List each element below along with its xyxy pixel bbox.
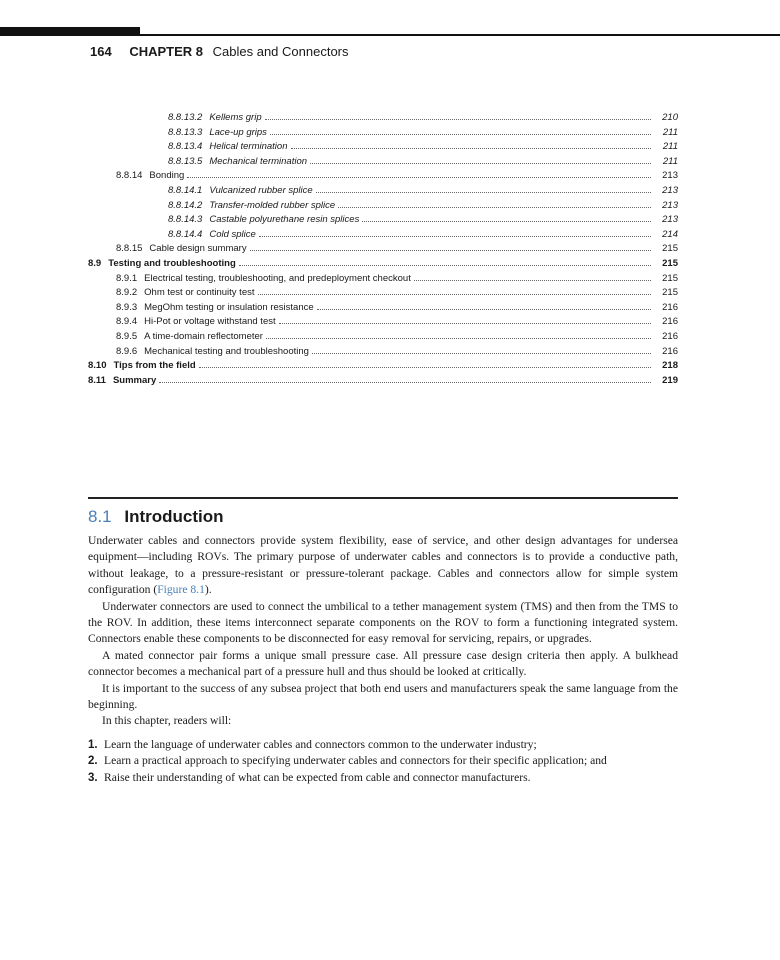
toc-entry[interactable] [88,330,678,345]
toc-number: 8.9 [88,257,102,269]
toc-entry[interactable] [88,184,678,199]
toc-title: Lace-up grips [209,126,267,138]
toc-entry[interactable] [88,359,678,374]
toc-page: 213 [662,170,678,182]
section-title: Introduction [124,507,224,526]
toc-entry[interactable] [88,111,678,126]
toc-page: 215 [662,257,678,269]
toc-page: 211 [662,141,678,153]
toc-entry[interactable] [88,213,678,228]
header-rule [140,34,780,36]
toc-page: 215 [662,287,678,299]
paragraph: Underwater cables and connectors provide system flexibility, ease of service, and other design advantages for undersea equipment—including ROVs. The primary purpose of underwater cables and connectors is to provide a conductive path, without leakage, to a pressure-resistant or pressure-tolerant package. Cables and connectors allow for simple system configuration (Figure 8.1). [88,534,678,597]
toc-entry[interactable] [88,199,678,214]
toc-entry[interactable] [88,286,678,301]
toc-leader [312,353,651,354]
toc-leader [362,221,651,222]
toc-leader [279,323,651,324]
toc-title: A time-domain reflectometer [144,330,263,342]
paragraph: In this chapter, readers will: [102,714,232,728]
paragraph: Underwater connectors are used to connect the umbilical to a tether management system (TMS) and then from the TMS to the ROV. In addition, these items interconnect separate components on the ROV to form a functioning integrated system. Connectors enable these components to be disconnected for easy removal for servicing, repairs, or upgrades. [88,599,678,646]
toc-title: Mechanical termination [209,155,308,167]
toc-page: 213 [662,214,678,226]
body-text [88,533,678,786]
toc-number: 8.11 [88,374,106,386]
toc-number: 8.8.14.2 [168,199,203,211]
toc-leader [316,192,651,193]
toc-leader [239,265,651,266]
section-number: 8.1 [88,507,112,526]
toc-title: Electrical testing, troubleshooting, and predeployment checkout [144,272,411,284]
section-heading [88,507,224,527]
toc-leader [265,119,651,120]
toc-title: Hi-Pot or voltage withstand test [144,316,276,328]
toc-title: Tips from the field [113,360,196,372]
toc-number: 8.8.13.5 [168,155,203,167]
chapter-label: CHAPTER 8 [129,44,204,59]
figure-link[interactable]: Figure 8.1 [157,583,205,597]
list-item: 1. Learn the language of underwater cables and connectors common to the underwater industry; [88,737,537,751]
toc-entry[interactable] [88,140,678,155]
toc-number: 8.9.3 [116,301,138,313]
toc-leader [270,134,651,135]
toc-entry[interactable] [88,345,678,360]
chapter-title: Cables and Connectors [212,44,349,59]
toc-number: 8.9.1 [116,272,138,284]
toc-number: 8.9.5 [116,330,138,342]
toc-leader [187,177,651,178]
toc-leader [266,338,651,339]
toc-title: Helical termination [209,141,288,153]
list-item: 2. Learn a practical approach to specifying underwater cables and connectors for their specific application; and [88,754,607,768]
toc-number: 8.10 [88,360,107,372]
toc-number: 8.8.13.3 [168,126,203,138]
toc-leader [338,207,651,208]
toc-title: Kellems grip [209,112,262,123]
toc-leader [310,163,651,164]
toc-entry[interactable] [88,169,678,184]
toc-page: 216 [662,345,678,357]
objectives-list [88,737,678,786]
toc-number: 8.8.14.3 [168,214,203,226]
toc-title: Vulcanized rubber splice [209,184,313,196]
running-head [90,44,349,59]
toc-page: 213 [662,199,678,211]
section-rule [88,497,678,499]
toc-page: 214 [662,228,678,240]
toc-leader [414,280,651,281]
toc-number: 8.8.14.4 [168,228,203,240]
toc-title: Transfer-molded rubber splice [209,199,336,211]
toc-leader [291,148,652,149]
toc-entry[interactable] [88,272,678,287]
toc-page: 218 [662,360,678,372]
toc-page: 215 [662,243,678,255]
toc-title: Cable design summary [149,243,247,255]
table-of-contents [88,111,678,388]
paragraph: It is important to the success of any subsea project that both end users and manufacturers speak the same language from the beginning. [88,681,678,712]
toc-number: 8.9.4 [116,316,138,328]
toc-number: 8.8.14.1 [168,184,203,196]
toc-number: 8.9.2 [116,287,138,299]
toc-entry[interactable] [88,315,678,330]
toc-leader [259,236,651,237]
toc-page: 211 [662,126,678,138]
paragraph: A mated connector pair forms a unique small pressure case. All pressure case design criteria then apply. A bulkhead connector becomes a mechanical part of a pressure hull and thus should be looked at critically. [88,648,678,679]
toc-number: 8.8.14 [116,170,143,182]
page-number: 164 [90,44,112,59]
toc-title: Castable polyurethane resin splices [209,214,360,226]
toc-entry[interactable] [88,301,678,316]
toc-page: 216 [662,330,678,342]
toc-entry[interactable] [88,155,678,170]
toc-page: 219 [662,374,678,386]
toc-leader [199,367,651,368]
toc-leader [159,382,651,383]
toc-number: 8.9.6 [116,345,138,357]
toc-leader [250,250,651,251]
toc-title: Summary [112,374,157,386]
list-item: 3. Raise their understanding of what can be expected from cable and connector manufacturers. [88,770,531,784]
toc-title: Testing and troubleshooting [108,257,236,269]
toc-page: 216 [662,301,678,313]
toc-number: 8.8.13.4 [168,141,203,153]
toc-entry[interactable] [88,242,678,257]
toc-page: 210 [662,112,678,123]
header-bar [0,27,140,36]
toc-title: Ohm test or continuity test [144,287,255,299]
toc-title: Mechanical testing and troubleshooting [144,345,309,357]
toc-title: Cold splice [209,228,256,240]
toc-number: 8.8.15 [116,243,143,255]
toc-page: 211 [662,155,678,167]
toc-entry[interactable] [88,228,678,243]
toc-entry[interactable] [88,126,678,141]
toc-leader [258,294,652,295]
toc-page: 215 [662,272,678,284]
toc-entry[interactable] [88,257,678,272]
toc-page: 216 [662,316,678,328]
toc-number: 8.8.13.2 [168,112,203,123]
toc-title: MegOhm testing or insulation resistance [144,301,314,313]
toc-leader [317,309,651,310]
toc-page: 213 [662,184,678,196]
toc-title: Bonding [149,170,185,182]
toc-entry[interactable] [88,374,678,389]
